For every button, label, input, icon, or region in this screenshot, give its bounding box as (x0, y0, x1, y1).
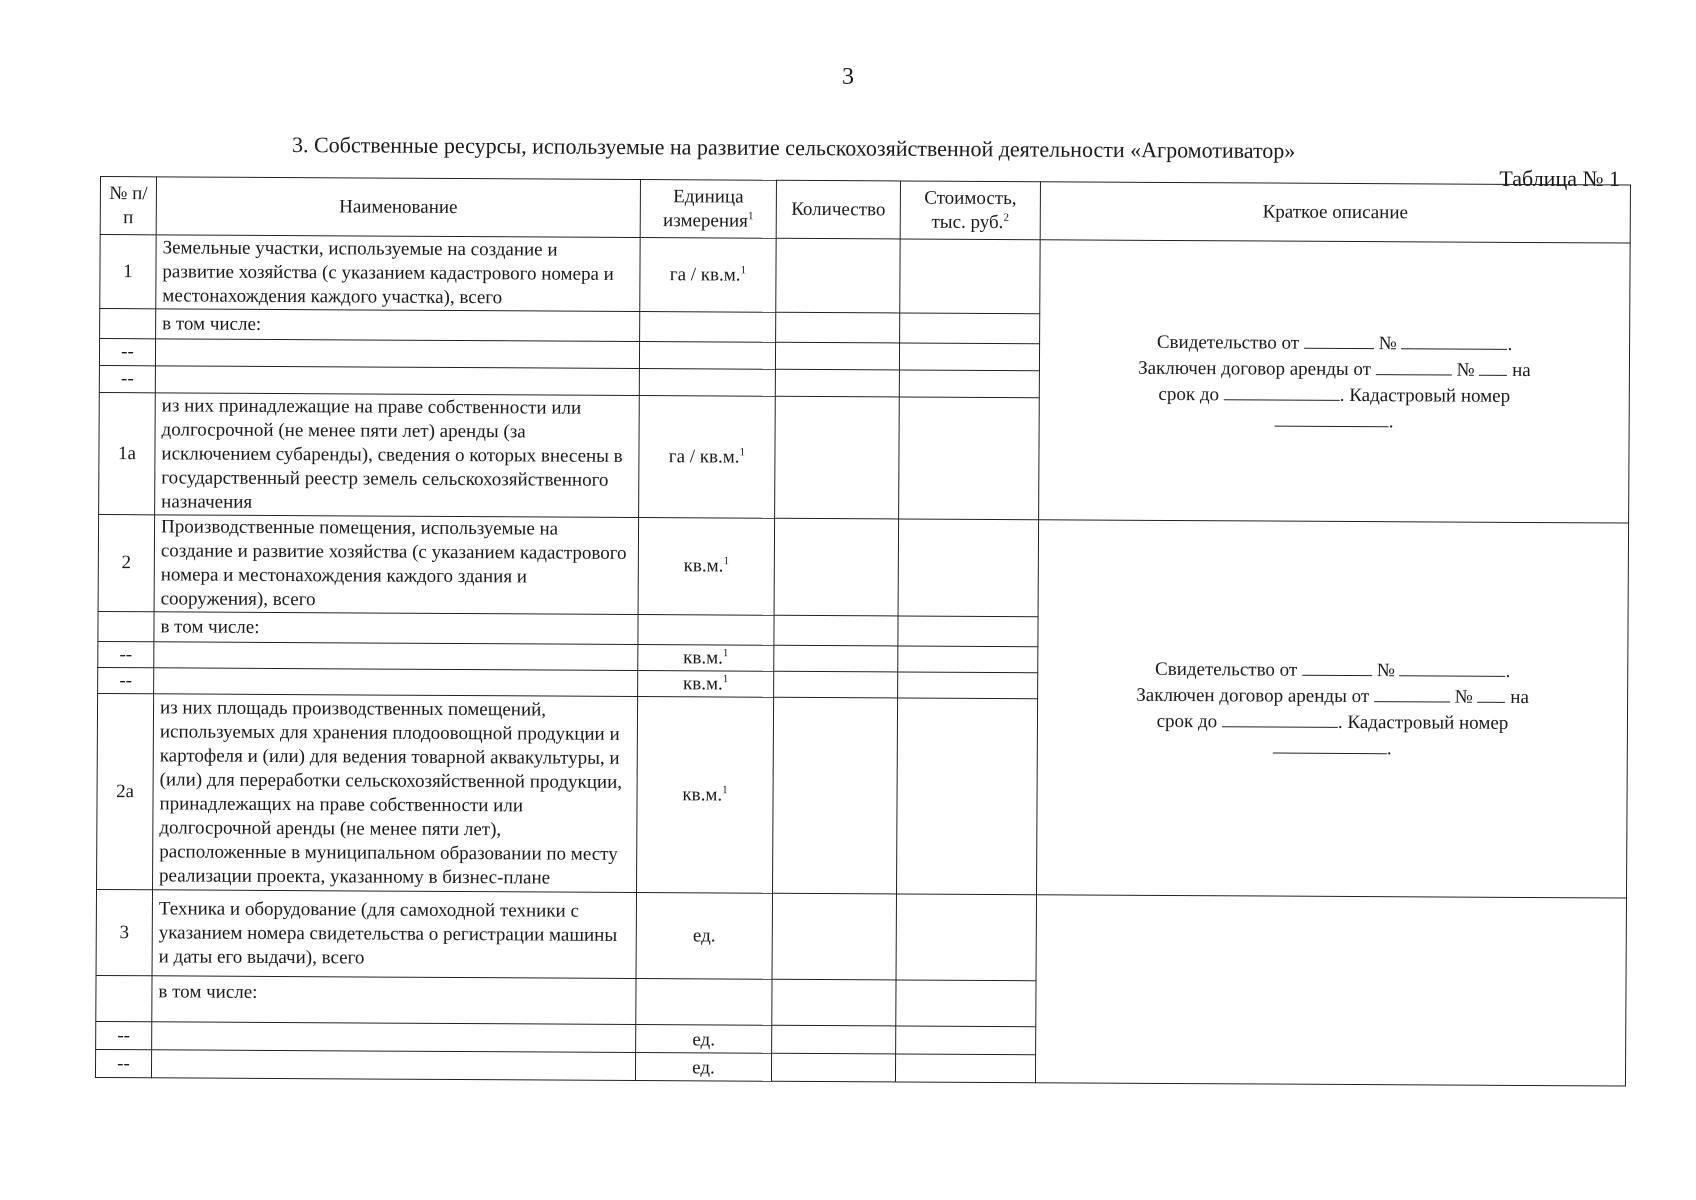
footnote-mark: 1 (722, 646, 729, 659)
row-quantity (772, 979, 896, 1026)
row-name: из них принадлежащие на праве собственности или долгосрочной (не менее пяти лет) аренды (за исключением субаренды), сведения о которых внесены в государственный реестр земель сельскохозяйственного назначения (155, 393, 640, 518)
footnote-mark: 1 (722, 672, 729, 685)
table-row (100, 235, 1630, 318)
row-name (155, 366, 639, 396)
unit-label: ед. (692, 1029, 716, 1051)
equipment-description (1035, 895, 1626, 1086)
header-unit-label: Единица измерения (663, 185, 749, 232)
row-quantity (774, 671, 898, 698)
lease-prefix: Заключен договор аренды от (1138, 357, 1372, 380)
row-cost (898, 672, 1038, 699)
land-lease-line (1058, 354, 1611, 383)
cadastral-label: . Кадастровый номер (1339, 384, 1511, 407)
term-date-blank (1224, 381, 1340, 401)
row-name (154, 642, 638, 671)
unit-label: кв.м. (682, 783, 723, 805)
resources-table (95, 176, 1631, 1087)
row-unit (639, 396, 776, 519)
certificate-number-blank (1400, 657, 1506, 677)
premises-certificate-line (1056, 655, 1609, 684)
row-quantity (771, 1053, 895, 1082)
certificate-prefix: Свидетельство от (1156, 331, 1300, 354)
row-cost (896, 980, 1036, 1027)
header-cost (900, 181, 1040, 240)
row-name (152, 1022, 636, 1053)
row-number (98, 611, 154, 641)
on-word: на (1512, 359, 1531, 381)
period: . (1507, 333, 1513, 355)
row-name: Техника и оборудование (для самоходной техники с указанием номера свидетельства о регистрации машины и даты его выдачи), всего (152, 890, 636, 979)
term-prefix: срок до (1156, 710, 1218, 733)
land-cadastral-line (1058, 406, 1611, 435)
row-quantity (773, 697, 898, 894)
land-description (1039, 240, 1631, 523)
row-quantity (774, 645, 898, 672)
row-name (151, 1050, 635, 1081)
row-number: 2 (98, 514, 155, 611)
number-sign: № (1378, 332, 1397, 354)
cadastral-number-blank (1275, 407, 1389, 427)
row-unit (640, 312, 776, 343)
footnote-mark: 1 (722, 783, 728, 796)
row-number: 3 (96, 889, 152, 975)
row-cost (895, 1054, 1035, 1083)
unit-label: га / кв.м. (669, 263, 741, 286)
period: . (1386, 738, 1392, 760)
unit-label: ед. (692, 924, 716, 946)
document-title: 3. Собственные ресурсы, используемые на развитие сельскохозяйственной деятельности «Агромотиватор» (291, 132, 1296, 164)
row-cost (898, 646, 1038, 673)
row-unit (639, 342, 775, 370)
premises-description (1037, 520, 1629, 898)
row-number: 1 (100, 235, 156, 309)
row-unit (636, 979, 772, 1026)
header-cost-label: Стоимость, тыс. руб. (924, 187, 1017, 233)
footnote-mark: 1 (723, 555, 730, 568)
row-unit (635, 1053, 771, 1082)
table-row (98, 514, 1629, 620)
certificate-number-blank (1401, 330, 1507, 350)
row-unit (638, 671, 774, 698)
unit-label: кв.м. (682, 672, 723, 694)
row-number: -- (98, 667, 154, 693)
row-quantity (775, 396, 900, 519)
certificate-date-blank (1304, 329, 1374, 348)
premises-cadastral-line (1056, 733, 1609, 762)
row-quantity (775, 369, 899, 397)
row-name: Производственные помещения, используемые на создание и развитие хозяйства (с указанием кадастрового номера и местонахождения каждого здания и сооружения), всего (154, 515, 639, 615)
row-cost (897, 698, 1038, 895)
row-unit (637, 697, 774, 894)
row-number: -- (98, 641, 154, 667)
header-unit (640, 180, 776, 239)
row-quantity (774, 615, 898, 646)
row-name (155, 339, 639, 369)
row-number: 2а (97, 693, 154, 889)
row-quantity (776, 312, 900, 343)
period: . (1505, 660, 1511, 682)
number-sign: № (1376, 660, 1395, 682)
header-no: № п/п (100, 177, 156, 235)
row-quantity (772, 893, 896, 980)
footnote-mark: 1 (747, 209, 754, 222)
row-cost (899, 397, 1040, 520)
unit-label: ед. (692, 1057, 715, 1079)
period: . (1388, 410, 1394, 432)
row-unit (636, 893, 772, 980)
row-name: в том числе: (154, 612, 638, 645)
table-header-row (100, 177, 1630, 244)
row-quantity (772, 1025, 896, 1054)
term-date-blank (1222, 708, 1338, 728)
certificate-prefix: Свидетельство от (1155, 658, 1298, 681)
row-unit (638, 615, 774, 646)
lease-prefix: Заключен договор аренды от (1136, 684, 1370, 708)
row-cost (899, 343, 1039, 371)
lease-date-blank (1376, 356, 1452, 375)
row-number: -- (99, 365, 155, 392)
certificate-date-blank (1302, 657, 1372, 676)
row-quantity (774, 518, 899, 616)
row-unit (638, 645, 774, 672)
premises-lease-line (1056, 681, 1609, 710)
land-certificate-line (1058, 328, 1611, 357)
row-number: -- (95, 1049, 151, 1077)
row-number (100, 309, 156, 339)
cadastral-label: . Кадастровый номер (1337, 711, 1509, 734)
row-number: 1а (99, 392, 156, 514)
row-cost (898, 519, 1039, 617)
row-quantity (775, 342, 899, 370)
row-name (154, 668, 638, 697)
footnote-mark: 2 (1003, 211, 1010, 224)
premises-term-line (1056, 707, 1609, 736)
row-name: из них площадь производственных помещений, используемых для хранения плодоовощной продукции и картофеля и (или) для ведения товарной аквакультуры, и (или) для переработки сельскохозяйственной продукции, принадлежащих на праве собственности или долгосрочной аренды (не менее пяти лет), расположенные в муниципальном образовании по месту реализации проекта, указанному в бизнес-плане (153, 694, 638, 893)
row-name: в том числе: (156, 309, 640, 342)
unit-label: га / кв.м. (668, 445, 740, 468)
number-sign: № (1454, 686, 1473, 708)
table-row (96, 889, 1626, 984)
row-cost (899, 370, 1039, 398)
row-number: -- (99, 339, 155, 366)
row-name: Земельные участки, используемые на создание и развитие хозяйства (с указанием кадастрового номера и местонахождения каждого участка), всего (156, 235, 640, 312)
row-unit (640, 238, 776, 313)
on-word: на (1510, 686, 1529, 708)
unit-label: кв.м. (683, 555, 724, 577)
row-unit (636, 1025, 772, 1054)
number-sign: № (1456, 359, 1475, 381)
page-number: 3 (842, 64, 854, 90)
row-cost (900, 313, 1040, 344)
land-term-line (1058, 380, 1611, 409)
row-quantity (776, 238, 900, 313)
header-quantity: Количество (776, 180, 900, 239)
unit-label: кв.м. (683, 646, 723, 668)
table-caption: Таблица № 1 (1499, 166, 1620, 191)
term-prefix: срок до (1158, 383, 1220, 405)
row-cost (896, 894, 1036, 981)
header-name: Наименование (156, 177, 640, 238)
lease-number-blank (1479, 356, 1507, 375)
row-name: в том числе: (152, 976, 636, 1025)
row-number (96, 975, 152, 1021)
header-description: Краткое описание (1040, 182, 1630, 243)
row-unit (638, 518, 775, 616)
cadastral-number-blank (1273, 735, 1387, 755)
row-cost (898, 616, 1038, 647)
footnote-mark: 1 (739, 445, 746, 458)
resources-table-wrapper (95, 176, 1630, 1087)
row-cost (900, 239, 1040, 314)
row-number: -- (96, 1021, 152, 1049)
footnote-mark: 1 (740, 263, 747, 276)
row-unit (639, 369, 775, 397)
row-cost (896, 1026, 1036, 1055)
lease-date-blank (1374, 683, 1450, 702)
lease-number-blank (1478, 684, 1506, 703)
